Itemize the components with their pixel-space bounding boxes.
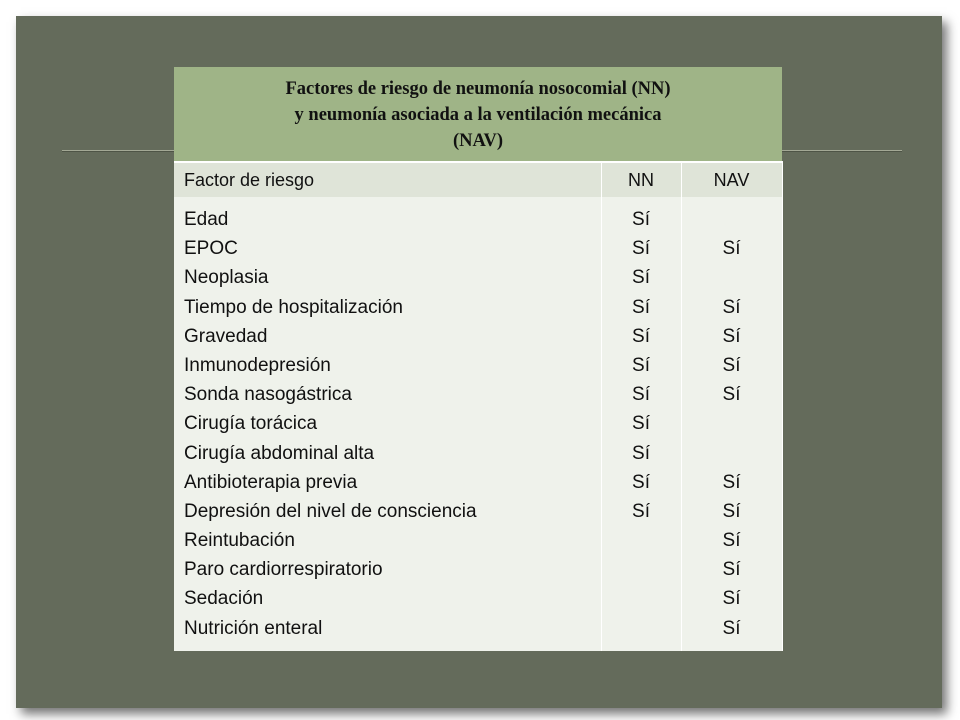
nav-cell: Sí	[722, 384, 741, 406]
nn-cell: Sí	[632, 354, 650, 376]
factor-cell: Edad	[184, 209, 229, 230]
nn-cell: Sí	[632, 442, 650, 464]
nav-cell	[692, 409, 772, 438]
nav-cell: Sí	[722, 530, 741, 552]
header-nav: NAV	[681, 162, 782, 197]
nn-cell: Sí	[632, 296, 650, 318]
factor-cell: Cirugía torácica	[184, 413, 318, 435]
nav-cell: Sí	[722, 296, 741, 318]
risk-factor-table-container	[174, 67, 782, 645]
nn-cell: Sí	[632, 267, 650, 289]
factor-column	[174, 197, 601, 651]
factor-cell: Sedación	[184, 588, 264, 610]
table-title-row	[174, 67, 782, 162]
table-body-row	[174, 197, 782, 651]
nav-cell: Sí	[722, 325, 741, 347]
table-title-line-2: y neumonía asociada a la ventilación mecánica	[294, 105, 662, 125]
nav-cell	[692, 263, 772, 292]
factor-cell: Cirugía abdominal alta	[184, 442, 375, 464]
nn-cell: Sí	[632, 413, 650, 435]
table-title-line-1: Factores de riesgo de neumonía nosocomial (NN)	[285, 79, 671, 99]
factor-cell: Inmunodepresión	[184, 354, 331, 376]
nav-cell: Sí	[722, 354, 741, 376]
factor-cell: Neoplasia	[184, 267, 269, 289]
nn-cell: Sí	[632, 209, 650, 230]
nn-cell: Sí	[632, 325, 650, 347]
nav-cell: Sí	[722, 588, 741, 610]
nn-cell: Sí	[632, 471, 650, 493]
nav-cell	[692, 439, 772, 468]
factor-cell: Nutrición enteral	[184, 617, 323, 639]
factor-cell: Sonda nasogástrica	[184, 384, 352, 406]
table-header-row	[174, 162, 782, 197]
header-factor: Factor de riesgo	[174, 162, 601, 197]
nn-cell: Sí	[632, 384, 650, 406]
header-nn: NN	[601, 162, 681, 197]
nn-cell: Sí	[632, 238, 650, 260]
nav-cell: Sí	[722, 238, 741, 260]
table-title-line-3: (NAV)	[453, 131, 504, 151]
nn-cell	[612, 584, 671, 613]
nav-cell: Sí	[722, 500, 741, 522]
nav-cell	[692, 205, 772, 234]
factor-cell: Tiempo de hospitalización	[184, 296, 403, 318]
nn-cell	[612, 614, 671, 643]
table-title	[174, 67, 782, 162]
nav-cell: Sí	[722, 559, 741, 581]
factor-cell: Paro cardiorrespiratorio	[184, 559, 383, 581]
nav-column	[681, 197, 782, 651]
nn-cell	[612, 526, 671, 555]
factor-cell: Depresión del nivel de consciencia	[184, 500, 477, 522]
factor-cell: EPOC	[184, 238, 238, 260]
nn-cell: Sí	[632, 500, 650, 522]
nn-cell	[612, 555, 671, 584]
nav-cell: Sí	[722, 617, 741, 639]
factor-cell: Antibioterapia previa	[184, 471, 358, 493]
risk-factor-table	[174, 67, 783, 651]
factor-cell: Gravedad	[184, 325, 268, 347]
factor-cell: Reintubación	[184, 530, 295, 552]
nn-column	[601, 197, 681, 651]
nav-cell: Sí	[722, 471, 741, 493]
